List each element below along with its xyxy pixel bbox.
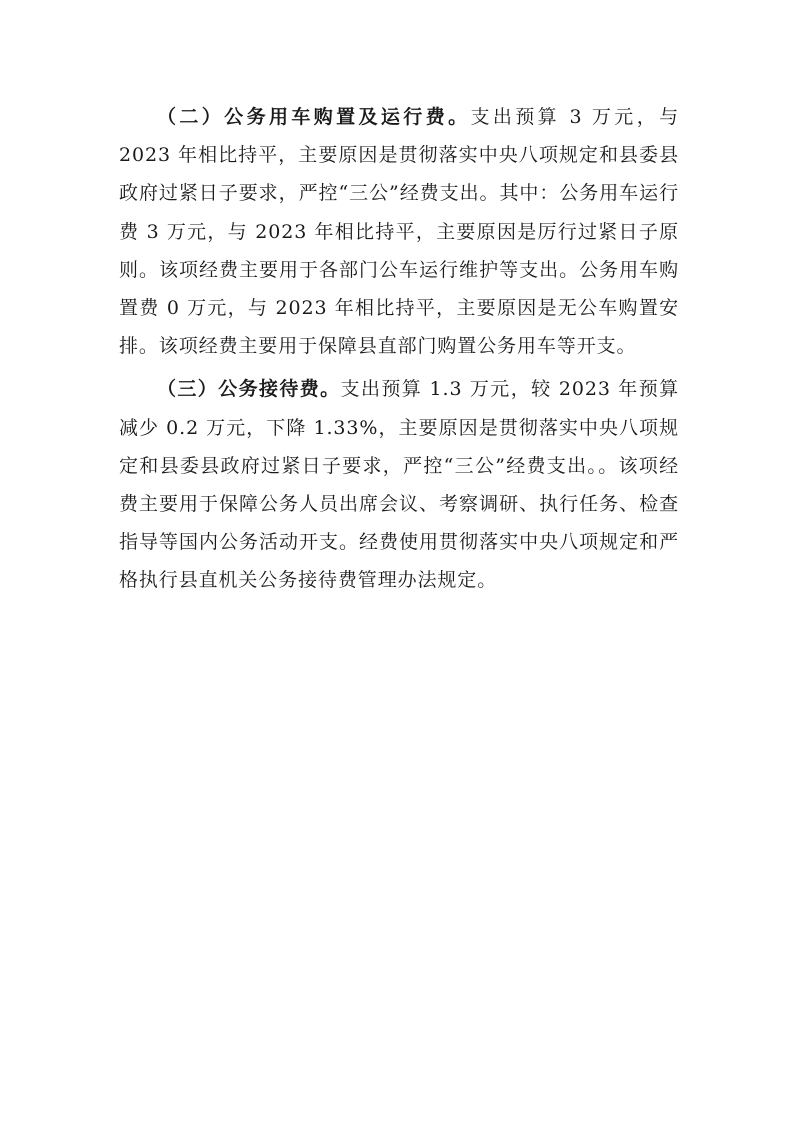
section-heading-reception-costs: （三）公务接待费。 <box>157 378 341 401</box>
section-heading-vehicle-costs: （二）公务用车购置及运行费。 <box>157 106 471 128</box>
section-text-vehicle-costs: 支出预算 3 万元，与 2023 年相比持平，主要原因是贯彻落实中央八项规定和县委县政府过紧日子要求，严控“三公”经费支出。其中：公务用车运行费 3 万元，与 2023 年相比持平，主要原因是厉行过紧日子原则。该项经费主要用于各部门公车运行维护等支出。公务用车购置费 0 万元，与 2023 年相比持平，主要原因是无公车购置安排。该项经费主要用于保障县直部门购置公务用车等开支。 <box>119 106 679 358</box>
document-body <box>119 98 679 600</box>
paragraph-vehicle-costs <box>119 98 679 365</box>
paragraph-reception-costs <box>119 370 679 599</box>
section-text-reception-costs: 支出预算 1.3 万元，较 2023 年预算减少 0.2 万元，下降 1.33%，主要原因是贯彻落实中央八项规定和县委县政府过紧日子要求，严控“三公”经费支出。。该项经费主要用于保障公务人员出席会议、考察调研、执行任务、检查指导等国内公务活动开支。经费使用贯彻落实中央八项规定和严格执行县直机关公务接待费管理办法规定。 <box>119 378 679 592</box>
